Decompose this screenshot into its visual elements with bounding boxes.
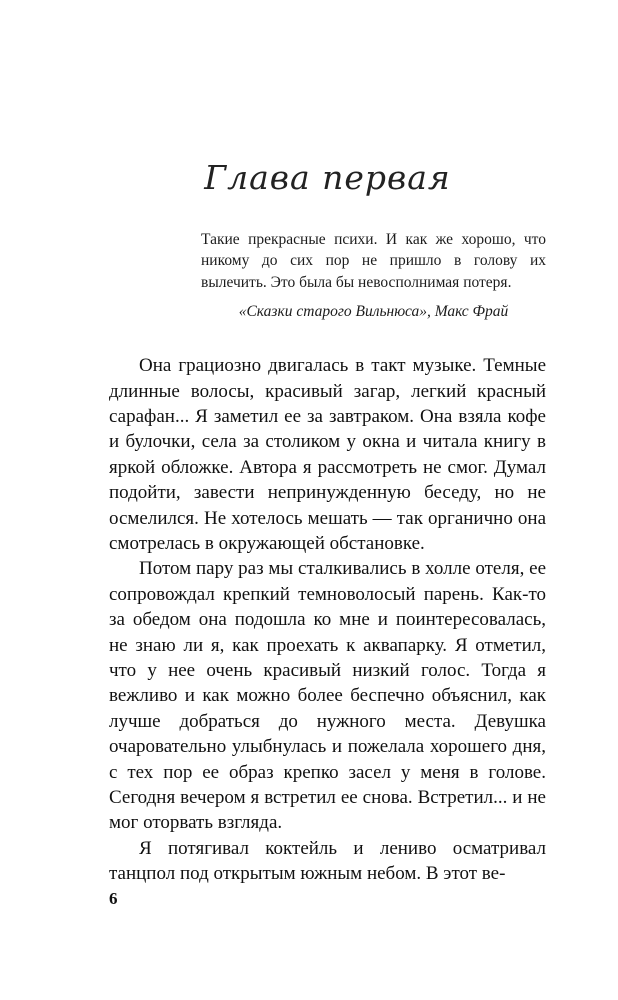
body-text xyxy=(109,353,546,887)
epigraph-attribution: «Сказки старого Вильнюса», Макс Фрай xyxy=(238,303,509,321)
epigraph-text: Такие прекрасные психи. И как же хорошо, что никому до сих пор не пришло в голову их вылечить. Это была бы невосполнимая потеря. xyxy=(201,231,546,291)
chapter-title: Глава первая xyxy=(204,158,451,197)
paragraph: Потом пару раз мы сталкивались в холле отеля, ее сопровождал крепкий темноволосый парень. Как-то за обедом она подошла ко мне и поинтересовалась, не знаю ли я, как проехать к аквапарку. Я отметил, что у нее очень красивый низкий голос. Тогда я вежливо и как можно более беспечно объяснил, как лучше добраться до нужного места. Девушка очаровательно улыбнулась и пожелала хорошего дня, с тех пор ее образ крепко засел у меня в голове. Сегодня вечером я встретил ее снова. Встретил... и не мог оторвать взгляда. xyxy=(109,558,546,834)
epigraph xyxy=(201,229,546,321)
paragraph: Я потягивал коктейль и лениво осматривал танцпол под открытым южным небом. В этот ве- xyxy=(109,837,546,885)
page-content xyxy=(109,0,546,887)
paragraph: Она грациозно двигалась в такт музыке. Темные длинные волосы, красивый загар, легкий красный сарафан... Я заметил ее за завтраком. Она взяла кофе и булочки, села за столиком у окна и читала книгу в яркой обложке. Автора я рассмотреть не смог. Думал подойти, завести непринужденную беседу, но не осмелился. Не хотелось мешать — так органично она смотрелась в окружающей обстановке. xyxy=(109,355,546,554)
page-number: 6 xyxy=(109,889,118,908)
